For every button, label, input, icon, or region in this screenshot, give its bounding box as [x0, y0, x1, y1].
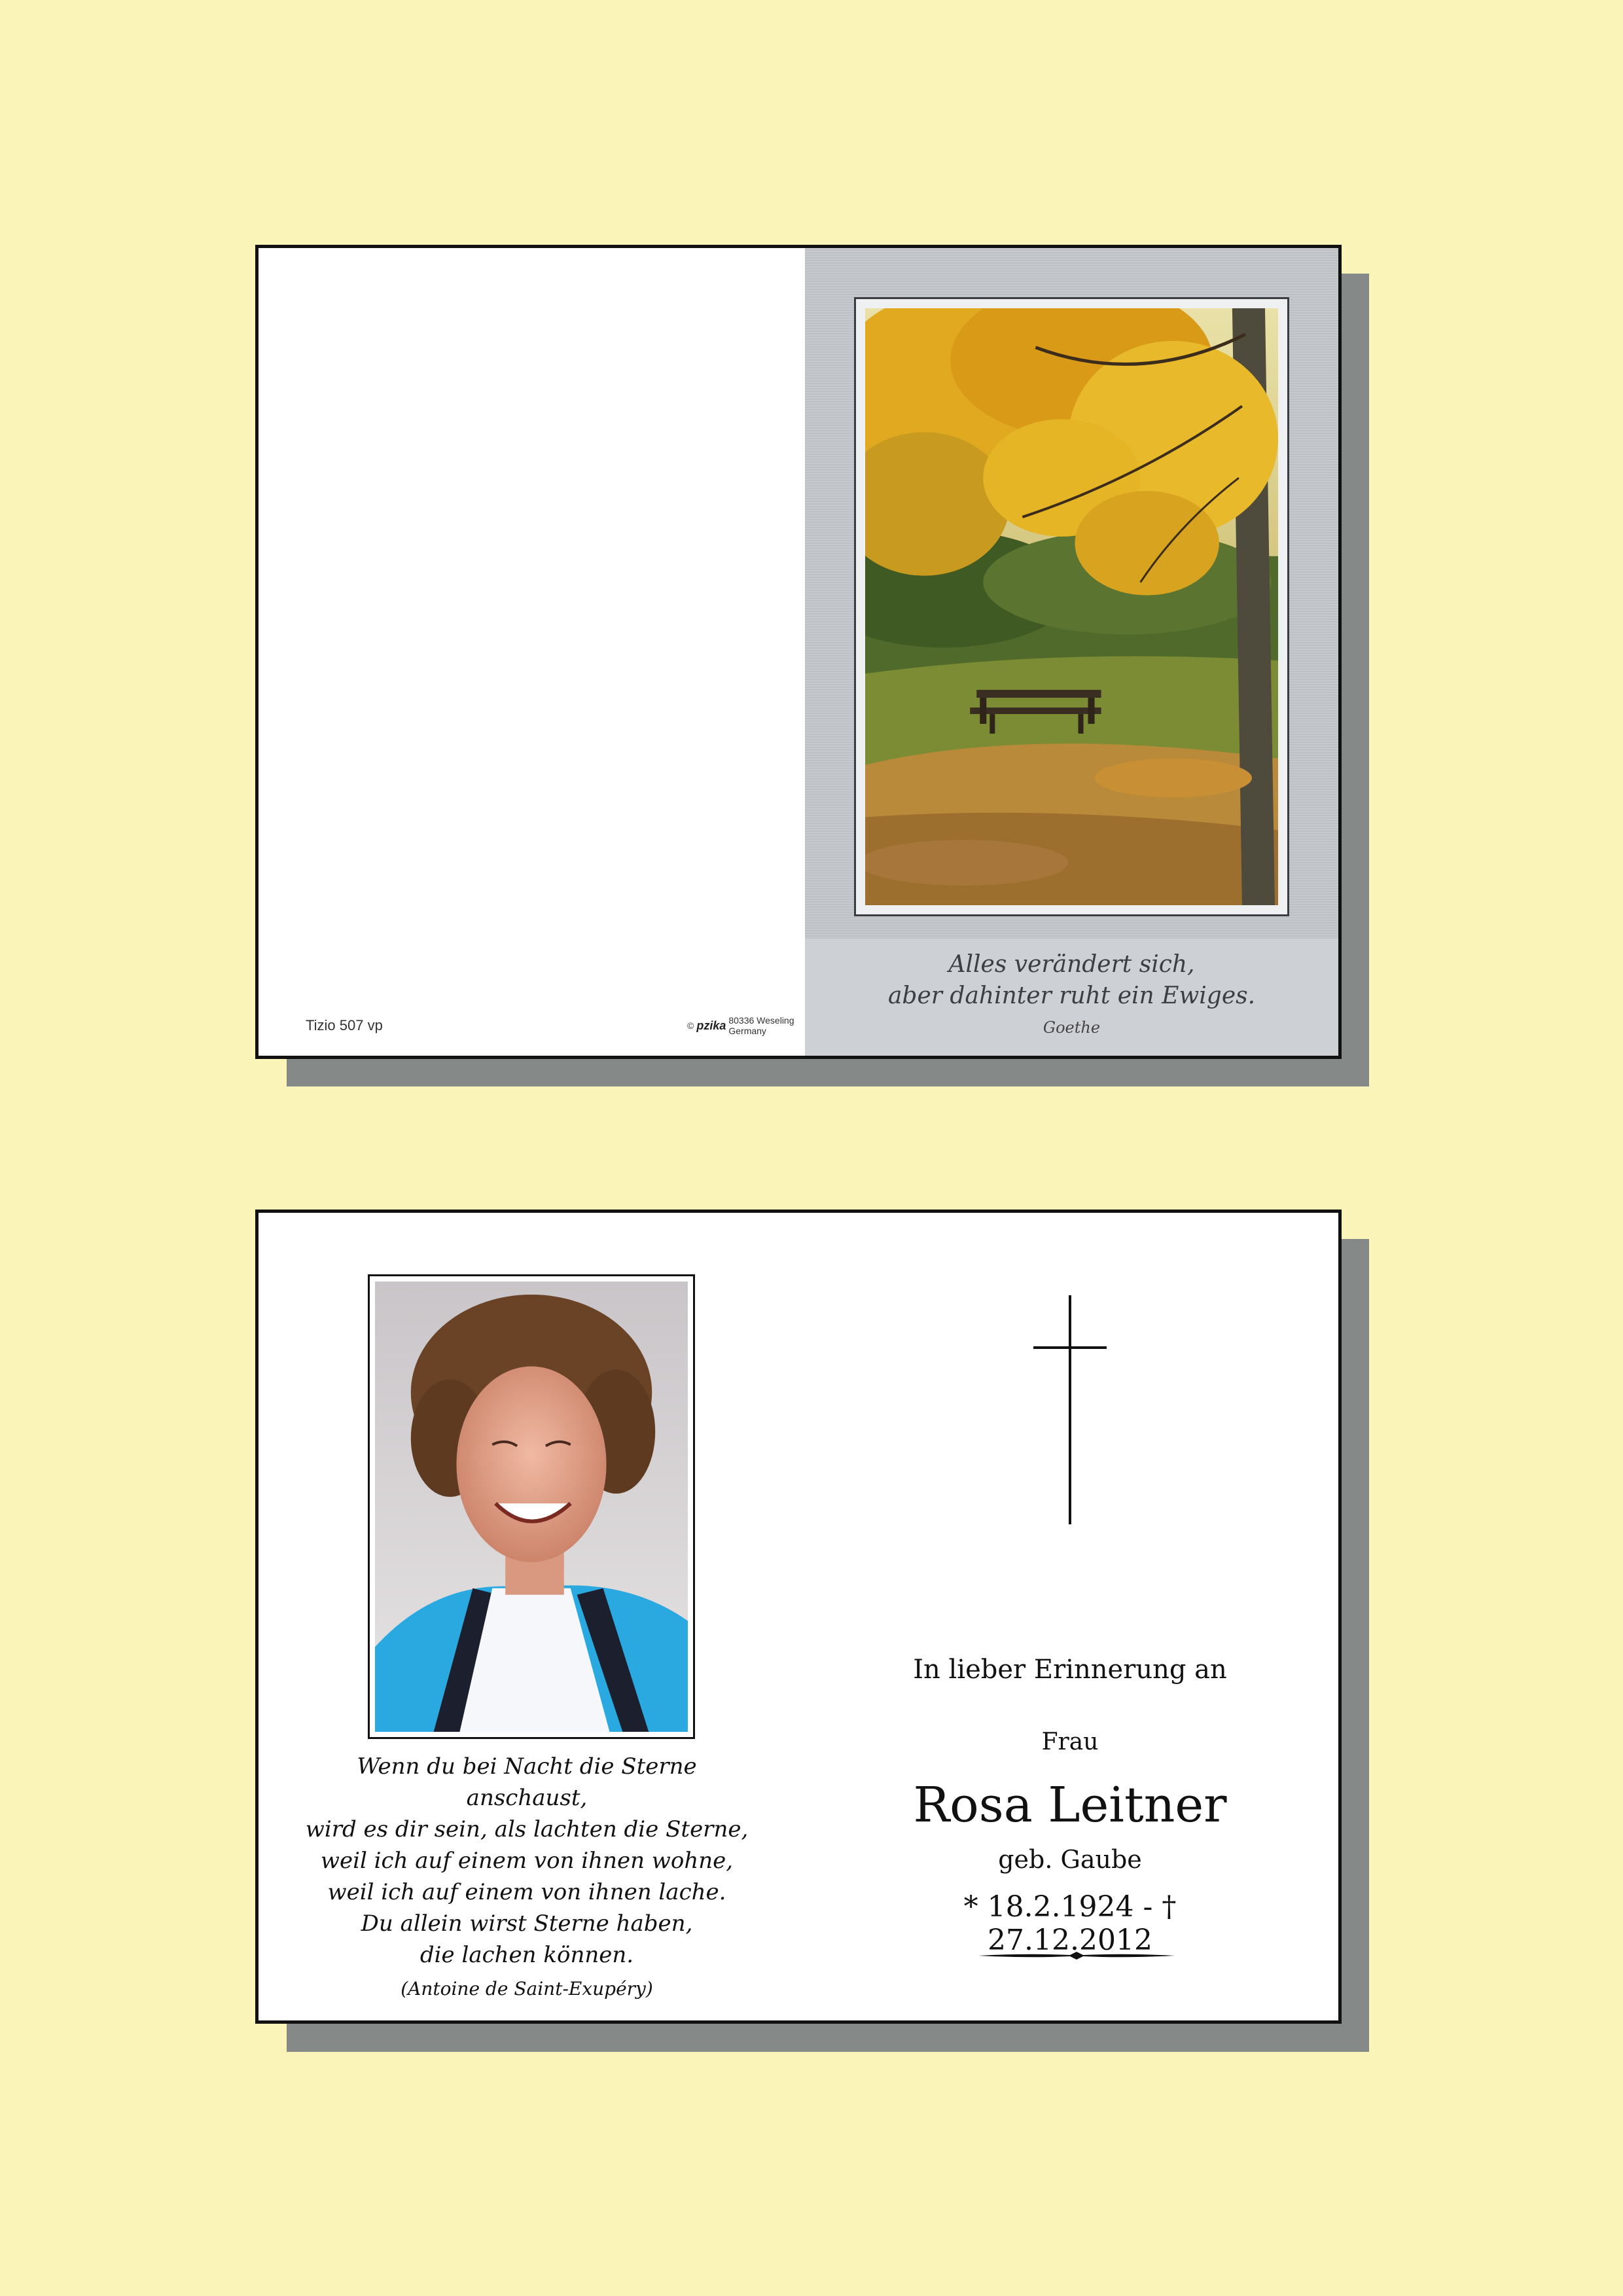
top-card: [255, 245, 1342, 1059]
poem-line: wird es dir sein, als lachten die Sterne,: [305, 1816, 749, 1842]
memorial-intro: In lieber Erinnerung an: [913, 1655, 1227, 1685]
birth-name: geb. Gaube: [998, 1845, 1142, 1874]
publisher-imprint: [687, 1015, 805, 1036]
portrait-frame: [368, 1274, 695, 1739]
poem-line: weil ich auf einem von ihnen lache.: [327, 1879, 726, 1905]
bottom-card: [255, 1210, 1342, 2024]
landscape-photo-frame: [854, 297, 1289, 916]
autumn-bench-photo: [865, 308, 1278, 905]
poem-line: Du allein wirst Sterne haben,: [361, 1910, 693, 1937]
deceased-name: Rosa Leitner: [913, 1777, 1227, 1833]
quote-author: Goethe: [1043, 1018, 1101, 1037]
portrait-photo: [375, 1282, 688, 1732]
poem-line: weil ich auf einem von ihnen wohne,: [320, 1848, 734, 1874]
copyright-mark: ©: [687, 1020, 694, 1031]
quote-line-1: Alles verändert sich,: [948, 951, 1195, 978]
memorial-title: Frau: [1041, 1729, 1099, 1755]
poem-author: (Antoine de Saint-Exupéry): [401, 1978, 653, 2000]
quote-box: [805, 939, 1338, 1059]
quote-line-2: aber dahinter ruht ein Ewiges.: [887, 982, 1256, 1009]
product-code: Tizio 507 vp: [306, 1017, 383, 1033]
poem: [298, 1751, 756, 2005]
poem-line: die lachen können.: [419, 1942, 634, 1968]
ornament-divider-icon: [978, 1949, 1175, 1962]
cross-icon: [1031, 1295, 1109, 1524]
card-cover-panel: [805, 248, 1338, 1056]
publisher-address: 80336 Weseling Germany: [728, 1015, 794, 1036]
life-dates: * 18.2.1924 - † 27.12.2012: [963, 1890, 1177, 1957]
poem-line: Wenn du bei Nacht die Sterne anschaust,: [357, 1753, 697, 1811]
publisher-logo: pzika: [696, 1018, 726, 1032]
card-inner-left-page: [259, 248, 805, 1056]
